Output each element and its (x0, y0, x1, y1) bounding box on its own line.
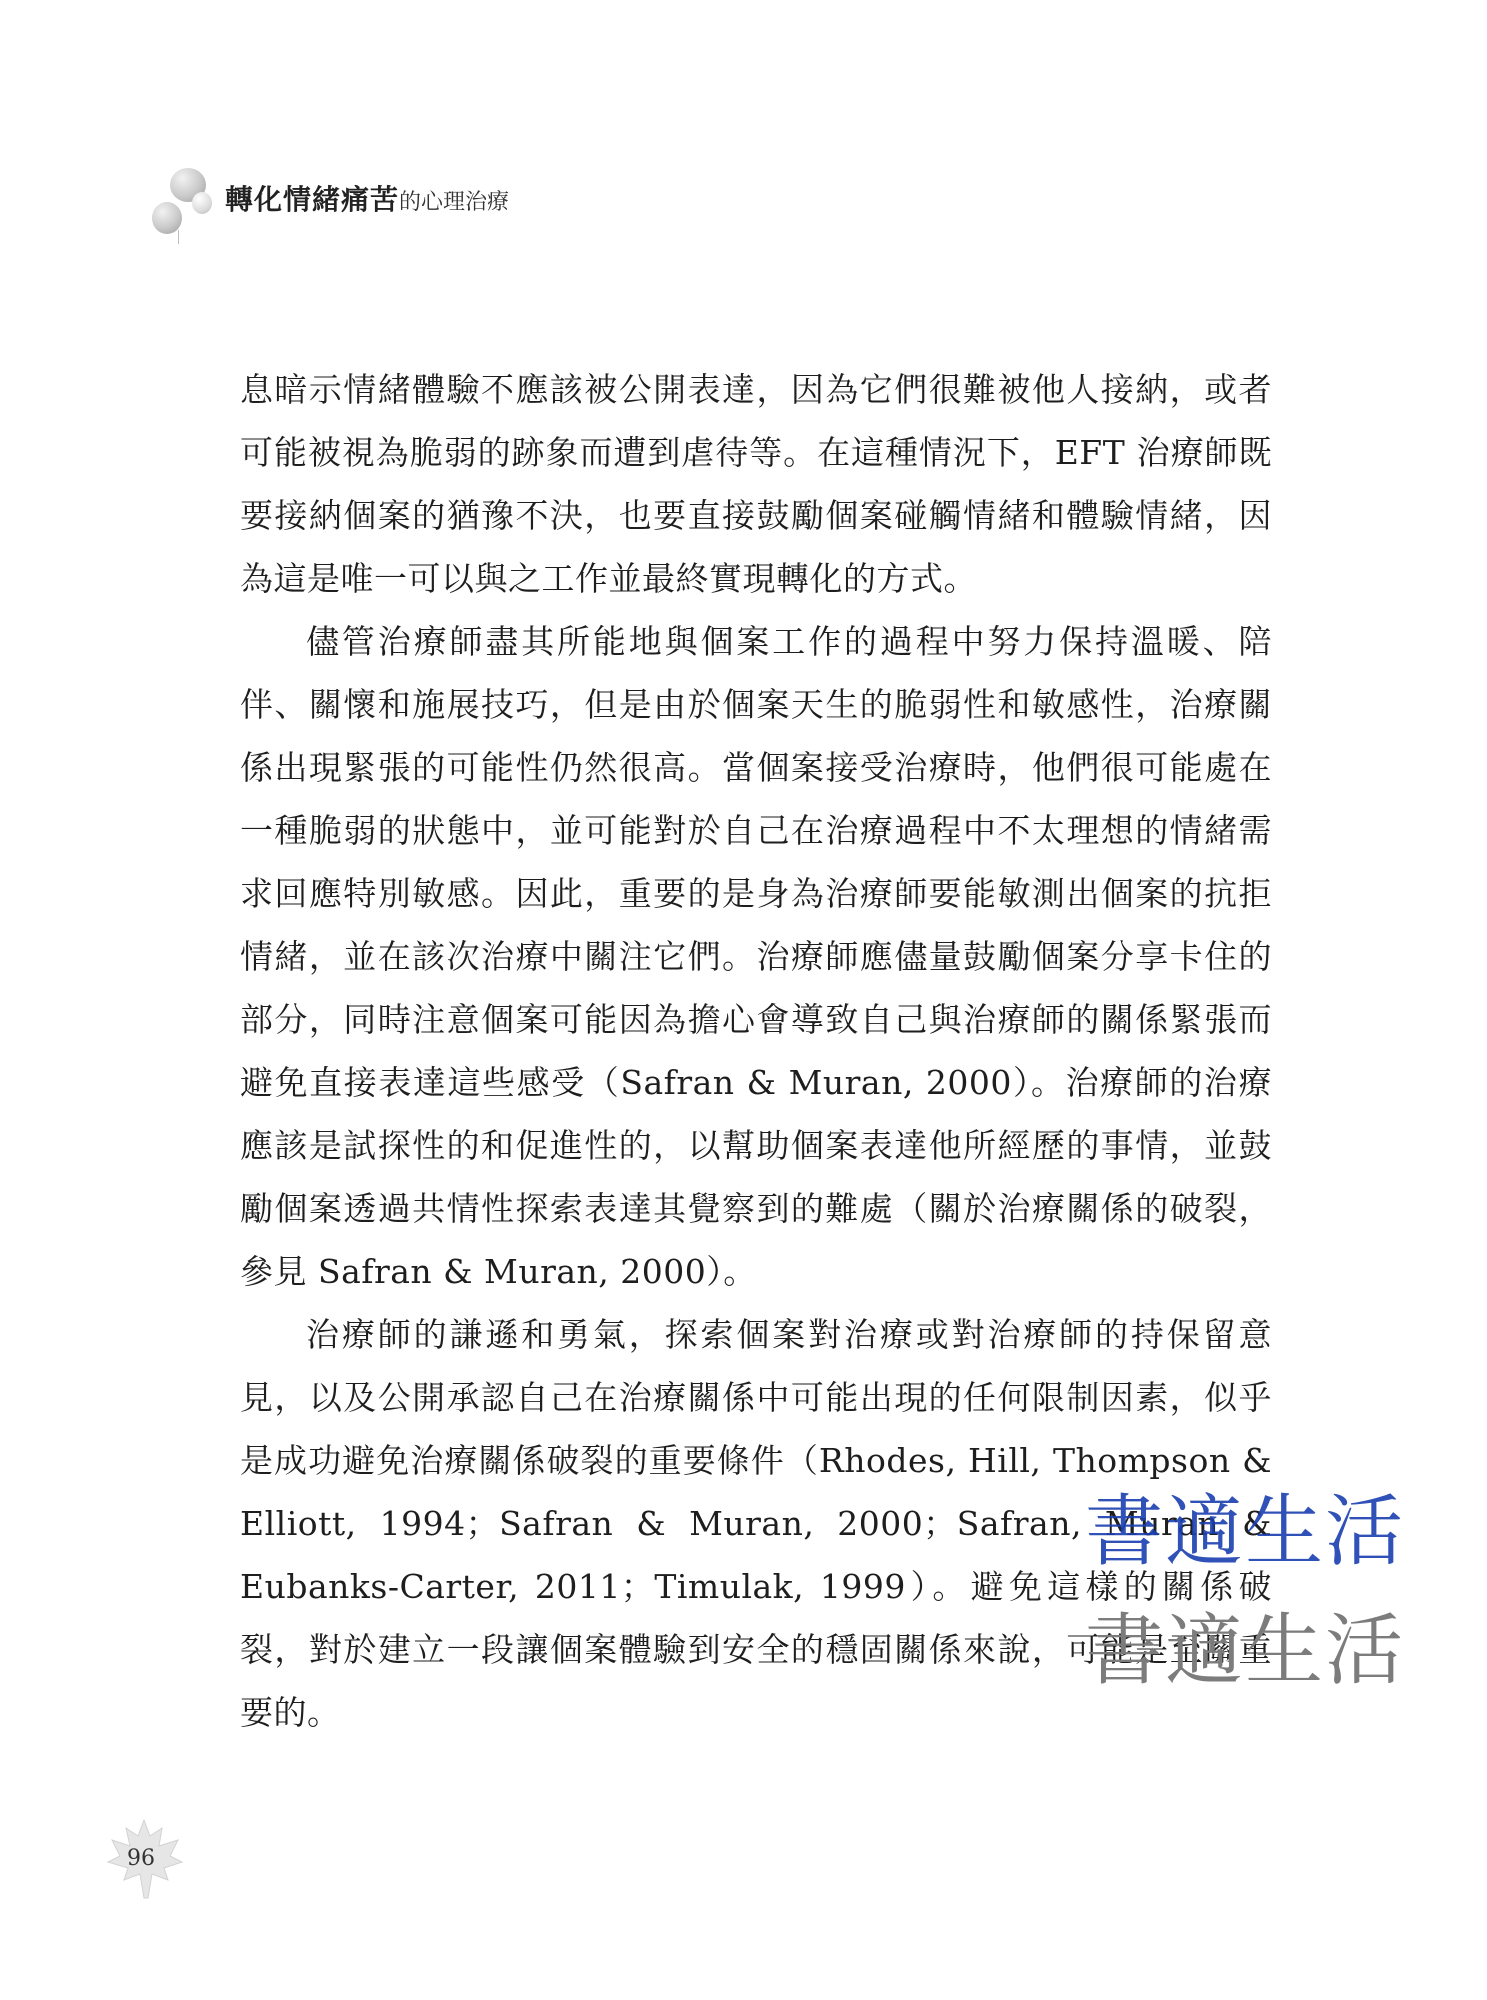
paragraph-2: 儘管治療師盡其所能地與個案工作的過程中努力保持溫暖、陪伴、關懷和施展技巧，但是由於個案天生的脆弱性和敏感性，治療關係出現緊張的可能性仍然很高。當個案接受治療時，他們很可能處在一種脆弱的狀態中，並可能對於自己在治療過程中不太理想的情緒需求回應特別敏感。因此，重要的是身為治療師要能敏測出個案的抗拒情緒，並在該次治療中關注它們。治療師應儘量鼓勵個案分享卡住的部分，同時注意個案可能因為擔心會導致自己與治療師的關係緊張而避免直接表達這些感受（Safran & Muran, 2000）。治療師的治療應該是試探性的和促進性的，以幫助個案表達他所經歷的事情，並鼓勵個案透過共情性探索表達其覺察到的難處（關於治療關係的破裂，參見 Safran & Muran, 2000）。 (240, 622, 1272, 1291)
running-head (225, 183, 510, 216)
paragraph-1: 息暗示情緒體驗不應該被公開表達，因為它們很難被他人接納，或者可能被視為脆弱的跡象而遭到虐待等。在這種情況下，EFT 治療師既要接納個案的猶豫不決，也要直接鼓勵個案碰觸情緒和體驗情緒，因為這是唯一可以與之工作並最終實現轉化的方式。 (240, 370, 1272, 598)
paragraph-3: 治療師的謙遜和勇氣，探索個案對治療或對治療師的持保留意見，以及公開承認自己在治療關係中可能出現的任何限制因素，似乎是成功避免治療關係破裂的重要條件（Rhodes, Hill, Thompson & Elliott, 1994；Safran & Muran, 2000；Safran, Muran & Eubanks-Carter, 2011；Timulak, 1999）。避免這樣的關係破裂，對於建立一段讓個案體驗到安全的穩固關係來說，可能是至關重要的。 (240, 1315, 1272, 1732)
watermark-gray: 書適生活 (1085, 1606, 1406, 1696)
balloon-string (178, 230, 179, 244)
balloon-tiny (192, 192, 212, 214)
watermark-blue: 書適生活 (1085, 1487, 1406, 1577)
page-number: 96 (127, 1846, 155, 1871)
running-head-subtitle: 的心理治療 (399, 190, 510, 215)
running-head-title: 轉化情緒痛苦 (225, 183, 400, 216)
balloon-icon (148, 160, 218, 240)
